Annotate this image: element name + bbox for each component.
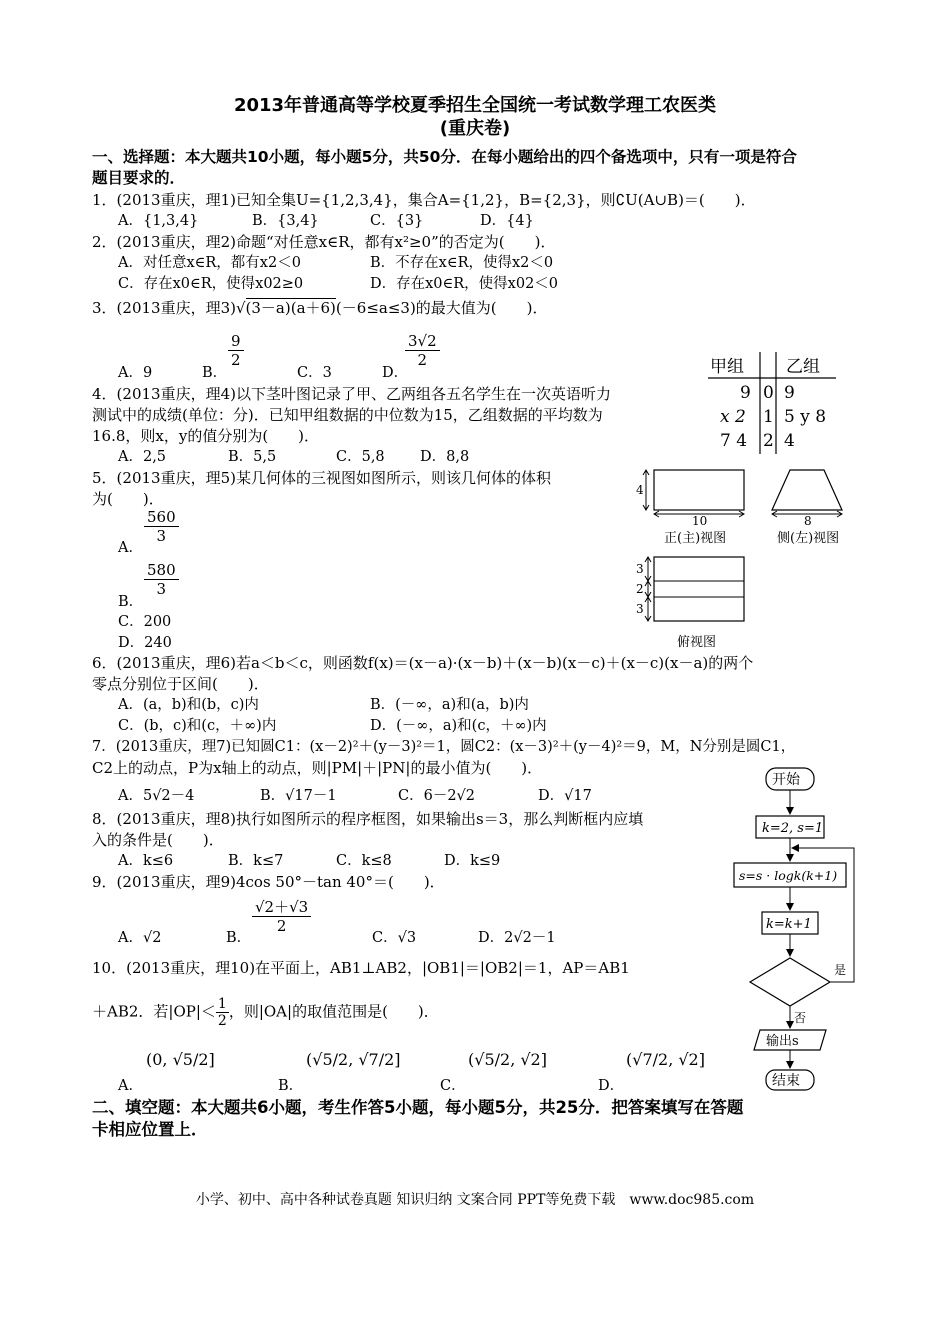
q2-option-a[interactable]: A．对任意x∈R，都有x2＜0 (118, 255, 301, 271)
q8-option-b[interactable]: B．k≤7 (228, 853, 284, 869)
dim-label: 10 (692, 514, 708, 528)
footer: 小学、初中、高中各种试卷真题 知识归纳 文案合同 PPT等免费下载 www.doc985.com (195, 1192, 755, 1208)
q5-option-b-fraction (144, 561, 179, 598)
flow-decision (750, 958, 830, 1006)
question-6: 6．(2013重庆，理6)若a＜b＜c，则函数f(x)＝(x－a)·(x－b)＋(x－b)(x－c)＋(x－c)(x－a)的两个 (92, 654, 754, 672)
q2-option-b[interactable]: B．不存在x∈R，使得x2＜0 (370, 255, 554, 271)
q9-option-d[interactable]: D．2√2－1 (478, 930, 556, 946)
q9-option-c[interactable]: C．√3 (372, 930, 417, 946)
stem: 1 (763, 407, 774, 427)
q10-l2-pre: ＋AB2．若|OP|＜ (92, 1002, 216, 1021)
fraction-numerator: 3√2 (405, 332, 440, 351)
leaf-right: 5 y 8 (784, 407, 827, 427)
q10-l2-post: ，则|OA|的取值范围是( )． (228, 1002, 439, 1021)
q10-option-d[interactable]: (√7/2, √2] (626, 1050, 705, 1069)
question-8-cont: 入的条件是( )． (92, 831, 224, 849)
q8-option-c[interactable]: C．k≤8 (336, 853, 392, 869)
flowchart (720, 760, 880, 1096)
leaf-right: 4 (784, 431, 795, 451)
q5-option-b-label[interactable]: B． (118, 594, 144, 610)
q1-option-d[interactable]: D．{4} (480, 213, 534, 229)
fraction-denominator: 2 (276, 917, 287, 935)
question-6-cont: 零点分别位于区间( )． (92, 675, 269, 693)
q7-option-c[interactable]: C．6－2√2 (398, 788, 476, 804)
fraction-numerator: 560 (144, 508, 179, 527)
q6-option-b[interactable]: B．(－∞，a)和(a，b)内 (370, 697, 529, 713)
fraction-denominator: 2 (231, 351, 241, 369)
flow-output-label: 输出s (766, 1034, 799, 1049)
question-9: 9．(2013重庆，理9)4cos 50°－tan 40°＝( )． (92, 873, 445, 891)
three-views-diagram (632, 462, 857, 656)
q10-option-c-label[interactable]: C． (440, 1078, 466, 1094)
q7-option-d[interactable]: D．√17 (538, 788, 592, 804)
side-view-trapezoid (772, 470, 842, 510)
q10-option-a[interactable]: (0, √5/2] (146, 1050, 215, 1069)
one-half-fraction (216, 996, 229, 1029)
leaf-right: 9 (784, 383, 795, 403)
top-view-rect (654, 557, 744, 621)
question-4-cont: 测试中的成绩(单位：分)．已知甲组数据的中位数为15，乙组数据的平均数为 (92, 406, 603, 424)
flow-no-label: 否 (794, 1011, 807, 1025)
dim-label: 2 (636, 582, 644, 596)
section-heading-cont: 题目要求的． (92, 169, 186, 187)
dim-label: 8 (804, 514, 812, 528)
paper-subtitle: (重庆卷) (439, 118, 511, 139)
q3-stem-pre: 3．(2013重庆，理3) (92, 299, 236, 317)
question-5: 5．(2013重庆，理5)某几何体的三视图如图所示，则该几何体的体积 (92, 469, 551, 487)
question-1: 1．(2013重庆，理1)已知全集U={1,2,3,4}，集合A={1,2}，B={2,3}，则∁U(A∪B)＝( )． (92, 191, 756, 209)
dim-label: 4 (636, 483, 644, 497)
question-7: 7．(2013重庆，理7)已知圆C1：(x－2)²＋(y－3)²＝1，圆C2：(x－3)²＋(y－4)²＝9，M，N分别是圆C1， (92, 739, 796, 755)
q5-option-c[interactable]: C．200 (118, 614, 172, 630)
q3-stem-post: (－6≤a≤3)的最大值为( )． (335, 299, 548, 317)
flow-init-label: k=2, s=1 (762, 821, 824, 836)
q1-option-b[interactable]: B．{3,4} (252, 213, 319, 229)
question-10-cont (92, 996, 439, 1029)
question-7-cont: C2上的动点，P为x轴上的动点，则|PM|＋|PN|的最小值为( )． (92, 759, 543, 777)
dim-label: 3 (636, 562, 644, 576)
leaf-left: 7 4 (720, 431, 748, 451)
q2-option-d[interactable]: D．存在x0∈R，使得x02＜0 (370, 276, 559, 292)
leaf-left: 9 (740, 383, 751, 403)
stem-leaf-header-right: 乙组 (786, 357, 820, 377)
q9-option-a[interactable]: A．√2 (118, 930, 162, 946)
question-5-cont: 为( )． (92, 490, 164, 508)
q10-option-a-label[interactable]: A． (118, 1078, 143, 1094)
q2-option-c[interactable]: C．存在x0∈R，使得x02≥0 (118, 276, 304, 292)
front-view-label: 正(主)视图 (664, 531, 727, 546)
q3-option-d-fraction (405, 332, 440, 369)
q4-option-a[interactable]: A．2,5 (118, 449, 167, 465)
q3-option-b-fraction (228, 332, 244, 369)
stem-leaf-plot (706, 350, 846, 456)
fraction-denominator: 3 (156, 527, 167, 545)
stem: 2 (763, 431, 774, 451)
q5-option-a-label[interactable]: A． (118, 540, 143, 556)
fraction-numerator: 580 (144, 561, 179, 580)
flow-body-label: s=s · logk(k+1) (739, 868, 838, 883)
q5-option-d[interactable]: D．240 (118, 635, 172, 651)
q10-option-b[interactable]: (√5/2, √7/2] (306, 1050, 401, 1069)
front-view-rect (654, 470, 744, 510)
fraction-denominator: 2 (417, 351, 428, 369)
stem: 0 (763, 383, 774, 403)
q3-option-d-label[interactable]: D． (382, 365, 409, 381)
q10-option-c[interactable]: (√5/2, √2] (468, 1050, 547, 1069)
q9-option-b-label[interactable]: B． (226, 930, 252, 946)
q8-option-a[interactable]: A．k≤6 (118, 853, 174, 869)
q4-option-d[interactable]: D．8,8 (420, 449, 470, 465)
q7-option-a[interactable]: A．5√2－4 (118, 788, 195, 804)
q10-option-d-label[interactable]: D． (598, 1078, 625, 1094)
q3-option-b-label[interactable]: B． (202, 365, 228, 381)
fraction-denominator: 3 (156, 580, 167, 598)
paper-title: 2013年普通高等学校夏季招生全国统一考试数学理工农医类 (233, 95, 717, 116)
stem-leaf-header-left: 甲组 (710, 357, 744, 377)
question-3 (92, 298, 548, 318)
dim-label: 3 (636, 602, 644, 616)
section-heading-cont: 卡相应位置上． (92, 1120, 208, 1139)
fraction-numerator: √2＋√3 (252, 898, 311, 917)
q4-option-c[interactable]: C．5,8 (336, 449, 385, 465)
fraction-numerator: 9 (228, 332, 244, 351)
q3-option-a[interactable]: A．9 (118, 365, 153, 381)
q3-radicand: (3－a)(a＋6) (245, 299, 336, 317)
q7-option-b[interactable]: B．√17－1 (260, 788, 337, 804)
top-view-label: 俯视图 (677, 635, 717, 650)
side-view-label: 侧(左)视图 (777, 531, 840, 546)
fraction-denominator: 2 (217, 1013, 227, 1029)
leaf-left: x 2 (720, 407, 746, 427)
q9-option-b-fraction (252, 898, 311, 935)
question-4-cont: 16.8，则x，y的值分别为( )． (92, 427, 320, 445)
flow-end-label: 结束 (772, 1073, 800, 1089)
q4-option-b[interactable]: B．5,5 (228, 449, 277, 465)
question-8: 8．(2013重庆，理8)执行如图所示的程序框图，如果输出s＝3，那么判断框内应填 (92, 810, 644, 828)
flow-yes-label: 是 (834, 963, 847, 977)
q6-option-a[interactable]: A．(a，b)和(b，c)内 (118, 697, 259, 713)
section-heading: 一、选择题：本大题共10小题，每小题5分，共50分．在每小题给出的四个备选项中，只有一项是符合 (92, 148, 797, 166)
flow-increment-label: k=k+1 (766, 917, 812, 932)
section-heading: 二、填空题：本大题共6小题，考生作答5小题，每小题5分，共25分．把答案填写在答题 (92, 1098, 744, 1117)
question-2: 2．(2013重庆，理2)命题“对任意x∈R，都有x²≥0”的否定为( )． (92, 233, 556, 251)
q8-option-d[interactable]: D．k≤9 (444, 853, 501, 869)
sqrt-sign: √ (235, 299, 246, 317)
q10-option-b-label[interactable]: B． (278, 1078, 304, 1094)
q6-option-c[interactable]: C．(b，c)和(c，＋∞)内 (118, 718, 277, 734)
question-10: 10．(2013重庆，理10)在平面上，AB1⊥AB2，|OB1|＝|OB2|＝1，AP＝AB1 (92, 959, 630, 977)
q1-option-a[interactable]: A．{1,3,4} (118, 213, 199, 229)
flow-start-label: 开始 (772, 772, 800, 788)
q1-option-c[interactable]: C．{3} (370, 213, 424, 229)
q5-option-a-fraction (144, 508, 179, 545)
fraction-numerator: 1 (217, 996, 227, 1012)
q3-option-c[interactable]: C．3 (297, 365, 332, 381)
question-4: 4．(2013重庆，理4)以下茎叶图记录了甲、乙两组各五名学生在一次英语听力 (92, 385, 611, 403)
q6-option-d[interactable]: D．(－∞，a)和(c，＋∞)内 (370, 718, 547, 734)
